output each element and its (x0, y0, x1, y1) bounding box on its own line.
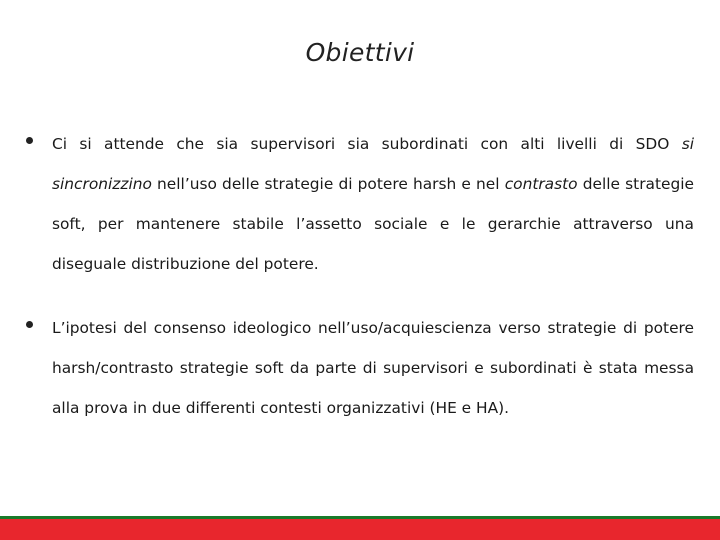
bullet-item (26, 124, 694, 284)
bullet-item (26, 308, 694, 428)
slide-title: Obiettivi (305, 38, 415, 67)
text-segment: delle strategie soft, per mantenere stabile l’assetto sociale e le gerarchie attraverso una diseguale distribuzione del potere. (52, 175, 694, 273)
bullet-dot-icon (26, 137, 33, 144)
italic-segment: contrasto (504, 175, 578, 193)
text-segment: nell’uso delle strategie di potere harsh e nel (151, 175, 505, 193)
bullet-dot-icon (26, 321, 33, 328)
bullet-list (26, 124, 694, 452)
bullet-text (52, 308, 694, 428)
text-segment: L’ipotesi del consenso ideologico nell’uso/acquiescienza verso strategie di potere harsh/contrasto strategie soft da parte di supervisori e subordinati è stata messa alla prova in due differenti contesti organizzativi (HE e HA). (52, 319, 694, 417)
bullet-text (52, 124, 694, 284)
italic-segment: si sincronizzino (52, 135, 694, 193)
footer-bar (0, 516, 720, 540)
text-segment: Ci si attende che sia supervisori sia subordinati con alti livelli di SDO (52, 135, 682, 153)
